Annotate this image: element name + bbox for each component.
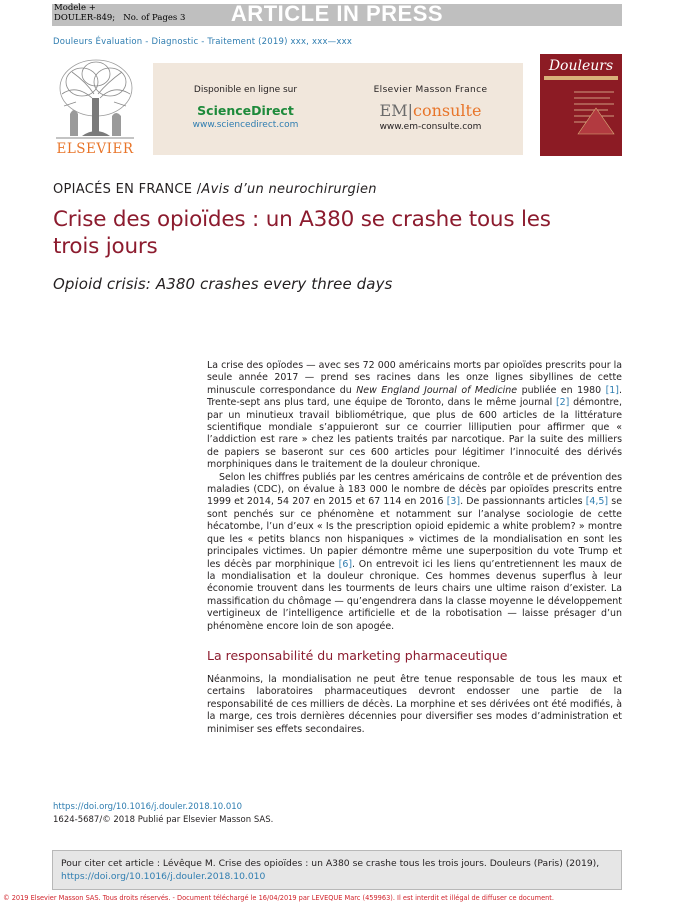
citation-box: [52, 850, 622, 890]
paragraph-2: [207, 472, 622, 633]
article-section-label: [53, 182, 377, 197]
emconsulte-logo[interactable]: EM|consulte: [379, 101, 482, 120]
sciencedirect-logo[interactable]: ScienceDirect: [197, 103, 294, 118]
availability-box: [153, 63, 523, 155]
article-body-intro: [207, 360, 622, 633]
reference-link[interactable]: [3]: [446, 496, 461, 508]
journal-cover-thumbnail: [540, 54, 622, 156]
journal-reference: Douleurs Évaluation - Diagnostic - Traitement (2019) xxx, xxx—xxx: [53, 37, 353, 47]
paragraph-1: [207, 360, 622, 472]
em-logo-left: EM: [379, 101, 408, 120]
article-title-english: Opioid crisis: A380 crashes every three days: [53, 275, 393, 293]
text-run: Selon les chiffres publiés par les centres américains de contrôle et de prévention des maladies (CDC), on évalue à 183 000 le nombre de décès par opioïdes prescrits entre 1999 et 2014, 54 207 en 2015 et 67 114 en 2016: [207, 471, 622, 508]
text-run: . De passionnants articles: [460, 496, 586, 508]
text-run: . Trente-sept ans plus tard, une équipe de Toronto, dans le même journal: [207, 384, 622, 409]
banner-title: ARTICLE IN PRESS: [230, 1, 444, 26]
em-logo-right: consulte: [413, 101, 482, 120]
cover-band: [544, 76, 618, 80]
issn-copyright: 1624-5687/© 2018 Publié par Elsevier Masson SAS.: [53, 815, 274, 825]
reference-link[interactable]: [1]: [605, 384, 619, 396]
text-run: La crise des opïodes — avec ses 72 000 américains morts par opioïdes prescrits pour la seule année 2017 — prend ses racines dans les onze lignes sibyllines de cette minuscule correspondance du: [207, 360, 622, 396]
section-subtitle: Avis d’un neurochirurgien: [201, 182, 377, 197]
citation-doi-link[interactable]: https://doi.org/10.1016/j.douler.2018.10.010: [61, 871, 266, 882]
online-label: Disponible en ligne sur: [193, 85, 298, 95]
cover-title: Douleurs: [548, 58, 614, 74]
emconsulte-column: [338, 63, 523, 132]
journal-name: New England Journal of Medicine: [356, 384, 518, 396]
text-run: . On entrevoit ici les liens qu’entretiennent les maux de la mondialisation et la douleur chronique. Ces hommes devenus superflus à leur économie trouvent dans les tourments de leurs chairs une ultime raison d’exister. La massification du chômage — qu’engendrera dans la classe moyenne le développement vertigineux de l’intelligence artificielle et de la robotisation — laisse présager d’un phénomène encore loin de son apogée.: [207, 558, 622, 632]
paragraph-3: Néanmoins, la mondialisation ne peut être tenue responsable de tous les maux et certains laboratoires pharmaceutiques devront endosser une partie de la responsabilité de ces milliers de décès. La morphine et ses dérivées ont été modifiés, à la marge, ces trois dernières décennies pour diversifier ses modes d’administration et minimiser ses effets secondaires.: [207, 674, 622, 735]
section-name: OPIACÉS EN FRANCE /: [53, 182, 202, 197]
modele-label: Modele +: [54, 3, 96, 13]
text-run: démontre, par un minutieux travail bibliométrique, que plus de 600 articles de la littérature scientifique mondiale s’appuieront sur ce courrier lilliputien pour affirmer que « l’addiction est rare » chez les patients traités par narcotique. Par la suite des milliers de papiers se baseront sur ces 600 articles pour légitimer l’innocuité des dérivés morphiniques dans le traitement de la douleur chronique.: [207, 397, 622, 471]
doi-link[interactable]: https://doi.org/10.1016/j.douler.2018.10.010: [53, 802, 243, 812]
cover-graphic: [574, 88, 618, 138]
section-heading: La responsabilité du marketing pharmaceutique: [207, 648, 508, 663]
em-publisher-label: Elsevier Masson France: [373, 85, 488, 95]
doc-meta: [54, 3, 185, 23]
download-copyright-notice: © 2019 Elsevier Masson SAS. Tous droits réservés. - Document téléchargé le 16/04/2019 par LEVEQUE Marc (459963). Il est interdit et illégal de diffuser ce document.: [3, 894, 554, 902]
text-run: se sont penchés sur ce phénomène et notamment sur l’analyse sociologie de cette hécatombe, l’un d’eux « Is the prescription opioid epidemic a white problem? » montre que les « petits blancs non hispaniques » victimes de la mondialisation en sont les principales victimes. Un papier démontre même une superposition du vote Trump et les décès par morphinique: [207, 496, 623, 570]
emconsulte-link[interactable]: www.em-consulte.com: [379, 122, 482, 132]
sciencedirect-column: [153, 63, 338, 130]
doc-id-line: [54, 13, 185, 23]
article-body-section: [207, 674, 622, 736]
reference-link[interactable]: [6]: [338, 558, 353, 570]
citation-text: Pour citer cet article : Lévêque M. Crise des opioïdes : un A380 se crashe tous les trois jours. Douleurs (Paris) (2019),: [61, 858, 600, 869]
reference-link[interactable]: [2]: [556, 397, 570, 409]
article-title: Crise des opioïdes : un A380 se crashe tous les trois jours: [53, 207, 551, 259]
reference-link[interactable]: [4,5]: [585, 496, 609, 508]
elsevier-wordmark: ELSEVIER: [56, 141, 134, 157]
text-run: publiée en 1980: [517, 384, 606, 396]
page-count: No. of Pages 3: [123, 13, 186, 23]
doc-id: DOULER-849;: [54, 13, 116, 23]
sciencedirect-link[interactable]: www.sciencedirect.com: [192, 120, 299, 130]
